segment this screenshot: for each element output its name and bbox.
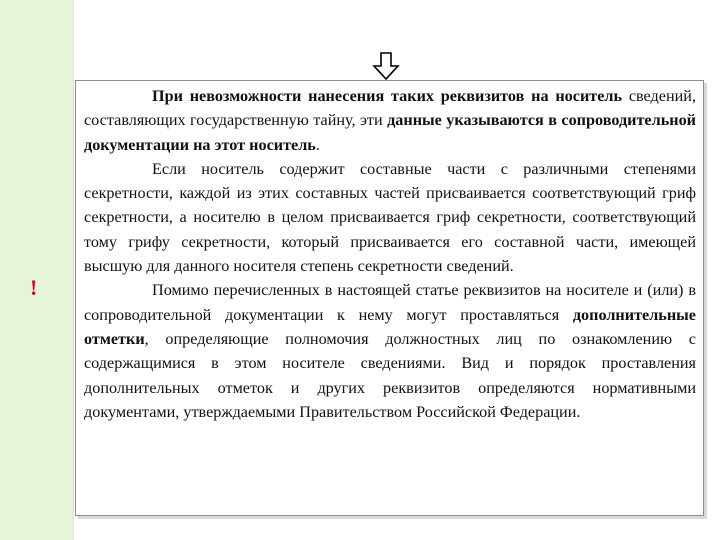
paragraph-3-start: Помимо перечисленных в настоящей статье реквизитов на носителе и (или) в сопроводительной документации к нему могут проставляться: [84, 281, 696, 324]
bold-phrase: дополнительные отметки: [84, 305, 696, 348]
document-body: [84, 84, 696, 424]
bold-phrase: данные указываются в сопроводительной документации на этот носитель: [84, 111, 696, 154]
paragraph-2: Если носитель содержит составные части с различными степенями секретности, каждой из этих составных частей присваивается соответствующий гриф секретности, а носителю в целом присваивается гриф секретности, соответствующий тому грифу секретности, который присваивается его составной части, имеющей высшую для данного носителя степень секретности сведений.: [84, 159, 696, 276]
paragraph-3: [84, 278, 696, 424]
sidebar-divider: [73, 0, 74, 540]
paragraph-1-middle: сведений, составляющих государственную тайну, эти: [84, 87, 696, 130]
down-arrow-icon: [372, 52, 400, 80]
paragraph-1-end: .: [315, 135, 320, 154]
left-sidebar-strip: [0, 0, 73, 540]
paragraph-1: [84, 84, 696, 157]
exclamation-mark: !: [30, 275, 38, 300]
bold-phrase: При невозможности нанесения таких реквизитов на носитель: [152, 87, 623, 105]
paragraph-3-end: , определяющие полномочия должностных лиц по ознакомлению с содержащимися в этом носителе сведениями. Вид и порядок проставления дополнительных отметок и других реквизитов определяются нормативными документами, утверждаемыми Правительством Российской Федерации.: [84, 329, 696, 421]
